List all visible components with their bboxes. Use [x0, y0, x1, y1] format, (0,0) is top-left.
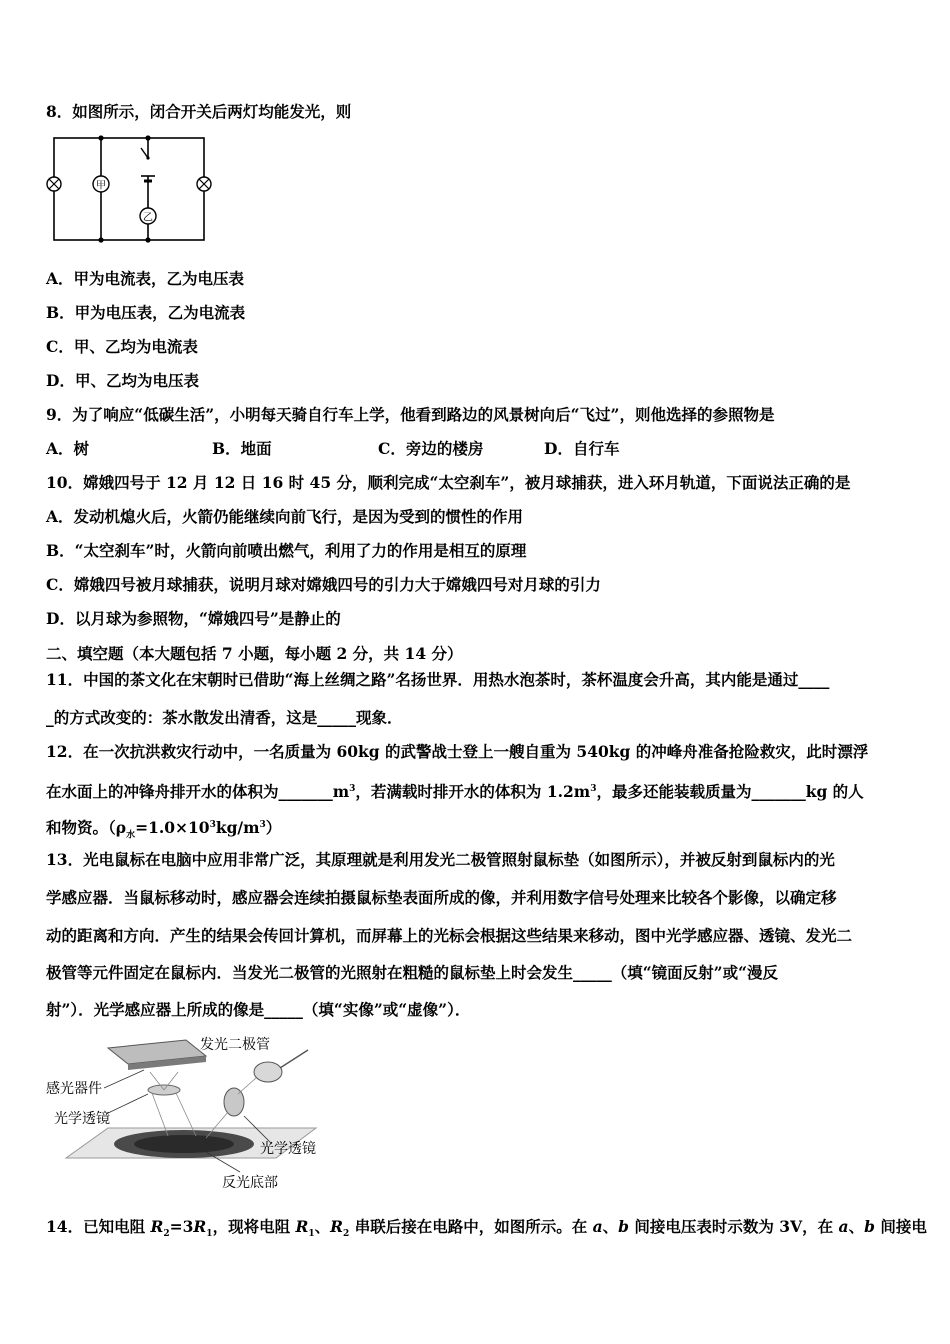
q9-stem: 9．为了响应“低碳生活”，小明每天骑自行车上学，他看到路边的风景树向后“飞过”，则他选择的参照物是 — [46, 405, 775, 424]
q9-option-d: D．自行车 — [544, 439, 620, 458]
q8-option-c: C．甲、乙均为电流表 — [46, 337, 198, 356]
svg-text:甲: 甲 — [96, 180, 106, 192]
label-sensor: 感光器件 — [46, 1081, 102, 1097]
q9-options — [46, 439, 619, 459]
q11-line1: 11．中国的茶文化在宋朝时已借助“海上丝绸之路”名扬世界．用热水泡茶时，茶杯温度会升高，其内能是通过____ — [46, 670, 830, 689]
q8-option-a: A．甲为电流表，乙为电压表 — [46, 269, 245, 288]
label-led: 发光二极管 — [200, 1037, 270, 1053]
q12-line3: 和物资。$(\rho_水=1.0\times 10^3kg/m^3)$ — [46, 818, 282, 841]
q10-option-b: B．“太空刹车”时，火箭向前喷出燃气，利用了力的作用是相互的原理 — [46, 541, 527, 560]
q10-option-d: D．以月球为参照物，“嫦娥四号”是静止的 — [46, 609, 341, 628]
q13-line5: 射”）．光学感应器上所成的像是_____（填“实像”或“虚像”）． — [46, 1000, 471, 1019]
lamp-left-symbol — [47, 177, 61, 191]
q13-line2: 学感应器．当鼠标移动时，感应器会连续拍摄鼠标垫表面所成的像，并利用数字信号处理来比较各个影像，以确定移 — [46, 888, 837, 907]
q10-option-c: C．嫦娥四号被月球捕获，说明月球对嫦娥四号的引力大于嫦娥四号对月球的引力 — [46, 575, 601, 594]
label-lens-left: 光学透镜 — [54, 1111, 110, 1127]
q13-line1: 13．光电鼠标在电脑中应用非常广泛，其原理就是利用发光二极管照射鼠标垫（如图所示），并被反射到鼠标内的光 — [46, 850, 835, 869]
label-bottom: 反光底部 — [222, 1175, 278, 1191]
q12-line1: 12．在一次抗洪救灾行动中，一名质量为 60kg 的武警战士登上一艘自重为 540kg 的冲峰舟准备抢险救灾，此时漂浮 — [46, 742, 869, 761]
q9-option-b: B．地面 — [212, 439, 272, 458]
q8-circuit-diagram — [44, 134, 224, 246]
q13-line3: 动的距离和方向．产生的结果会传回计算机，而屏幕上的光标会根据这些结果来移动，图中光学感应器、透镜、发光二 — [46, 926, 853, 945]
q8-option-d: D．甲、乙均为电压表 — [46, 371, 199, 390]
q10-stem: 10．嫦娥四号于 12 月 12 日 16 时 45 分，顺利完成“太空刹车”，被月球捕获，进入环月轨道，下面说法正确的是 — [46, 473, 851, 492]
section-2-heading: 二、填空题（本大题包括 7 小题，每小题 2 分，共 14 分） — [46, 644, 463, 663]
q11-line2: _的方式改变的：茶水散发出清香，这是_____现象． — [46, 708, 403, 727]
q13-line4: 极管等元件固定在鼠标内．当发光二极管的光照射在粗糙的鼠标垫上时会发生_____（填“镜面反射”或“漫反 — [46, 963, 778, 982]
meter-yi-symbol — [140, 208, 156, 224]
q8-option-b: B．甲为电压表，乙为电流表 — [46, 303, 246, 322]
svg-text:乙: 乙 — [143, 212, 153, 224]
q14-stem: 14．已知电阻 $R_2=3R_1$，现将电阻 $R_1$、$R_2$ 串联后接在电路中，如图所示。在 a、b 间接电压表时示数为 3V，在 a、b 间接电 — [46, 1217, 927, 1240]
q13-optical-mouse-figure — [46, 1032, 326, 1194]
q12-line2: 在水面上的冲锋舟排开水的体积为$\_\_\_\_\_\_\_m^3$，若满载时排开水的体积为 $1.2m^3$，最多还能装载质量为_______kg 的人 — [46, 782, 864, 802]
q8-stem: 8．如图所示，闭合开关后两灯均能发光，则 — [46, 102, 352, 121]
q10-option-a: A．发动机熄火后，火箭仍能继续向前飞行，是因为受到的惯性的作用 — [46, 507, 524, 526]
meter-jia-symbol — [93, 176, 109, 192]
label-lens-right: 光学透镜 — [260, 1141, 316, 1157]
q9-option-a: A．树 — [46, 439, 90, 458]
q9-option-c: C．旁边的楼房 — [378, 439, 484, 458]
lamp-right-symbol — [197, 177, 211, 191]
